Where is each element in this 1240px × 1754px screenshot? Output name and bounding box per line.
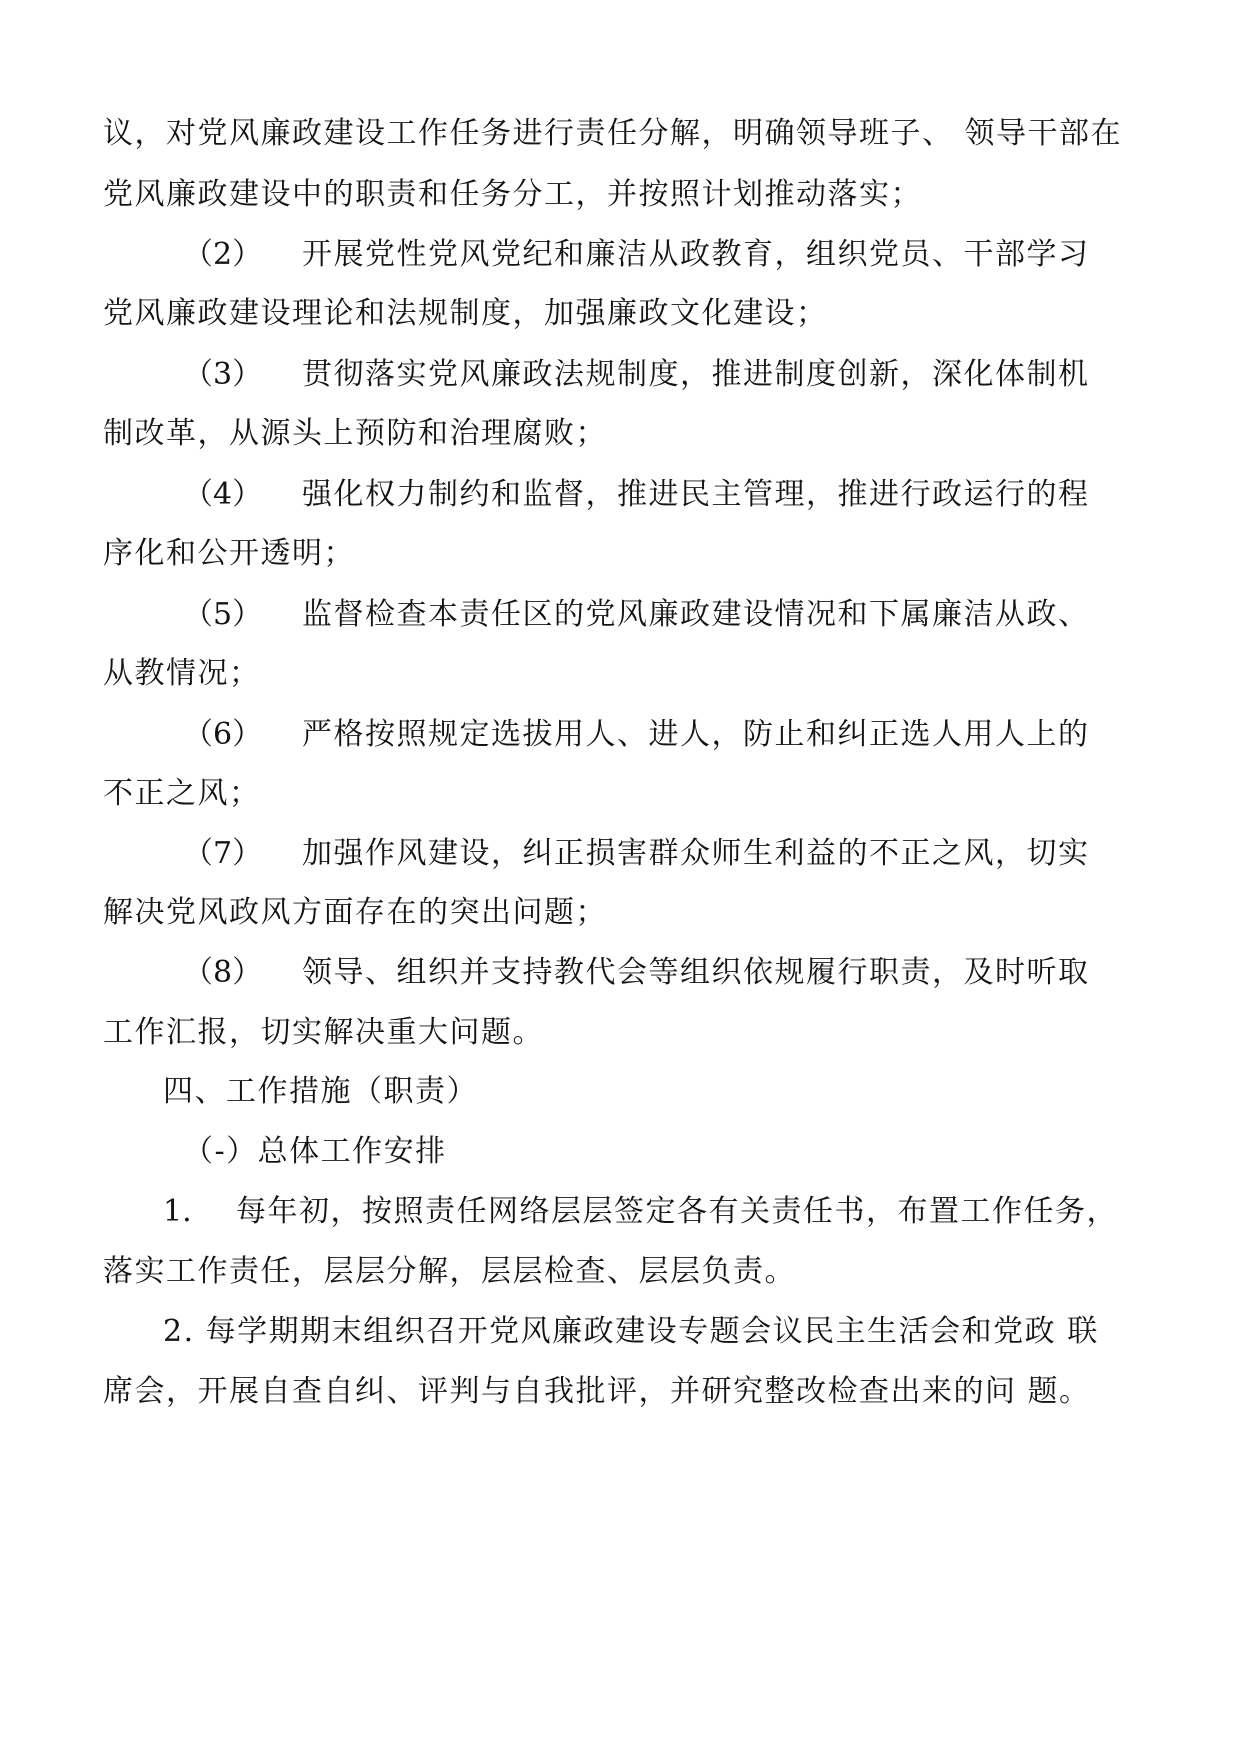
item-5-line-1: 监督检查本责任区的党风廉政建设情况和下属廉洁从政、 — [302, 597, 1090, 632]
item-3-line-1: 贯彻落实党风廉政法规制度，推进制度创新，深化体制机 — [302, 357, 1090, 392]
item-2-line-2: 党风廉政建设理论和法规制度，加强廉政文化建设； — [103, 296, 828, 331]
item-4-line-2: 序化和公开透明； — [103, 536, 355, 571]
item-5-number: （5） — [183, 597, 263, 632]
intro-line-2: 党风廉政建设中的职责和任务分工，并按照计划推动落实； — [103, 177, 922, 212]
intro-line-1: 议，对党风廉政建设工作任务进行责任分解，明确领导班子、 领导干部在 — [103, 116, 1123, 151]
measure-1-line-2: 落实工作责任，层层分解，层层检查、层层负责。 — [103, 1254, 796, 1289]
item-4-number: （4） — [183, 477, 263, 512]
item-7-line-1: 加强作风建设，纠正损害群众师生利益的不正之风，切实 — [302, 836, 1090, 871]
item-3-number: （3） — [183, 357, 263, 392]
item-2-number: （2） — [183, 237, 263, 272]
item-4-line-1: 强化权力制约和监督，推进民主管理，推进行政运行的程 — [302, 477, 1090, 512]
subsection-heading: （-）总体工作安排 — [183, 1134, 447, 1169]
measure-1-line-1: 每年初，按照责任网络层层签定各有关责任书，布置工作任务， — [236, 1194, 1118, 1229]
section-heading: 四、工作措施（职责） — [163, 1074, 478, 1109]
item-3-line-2: 制改革，从源头上预防和治理腐败； — [103, 416, 607, 451]
item-8-number: （8） — [183, 955, 263, 990]
item-2-line-1: 开展党性党风党纪和廉洁从政教育，组织党员、干部学习 — [302, 237, 1090, 272]
item-6-line-1: 严格按照规定选拔用人、进人，防止和纠正选人用人上的 — [302, 717, 1090, 752]
measure-2-line-2: 席会，开展自查自纠、评判与自我批评，并研究整改检查出来的问 题。 — [103, 1374, 1091, 1409]
item-6-number: （6） — [183, 717, 263, 752]
item-7-number: （7） — [183, 836, 263, 871]
item-5-line-2: 从教情况； — [103, 656, 261, 691]
item-8-line-1: 领导、组织并支持教代会等组织依规履行职责，及时听取 — [302, 955, 1090, 990]
measure-1-number: 1. — [163, 1194, 192, 1229]
item-7-line-2: 解决党风政风方面存在的突出问题； — [103, 895, 607, 930]
item-6-line-2: 不正之风； — [103, 776, 261, 811]
item-8-line-2: 工作汇报，切实解决重大问题。 — [103, 1015, 544, 1050]
measure-2-line-1: 2. 每学期期末组织召开党风廉政建设专题会议民主生活会和党政 联 — [163, 1314, 1099, 1349]
